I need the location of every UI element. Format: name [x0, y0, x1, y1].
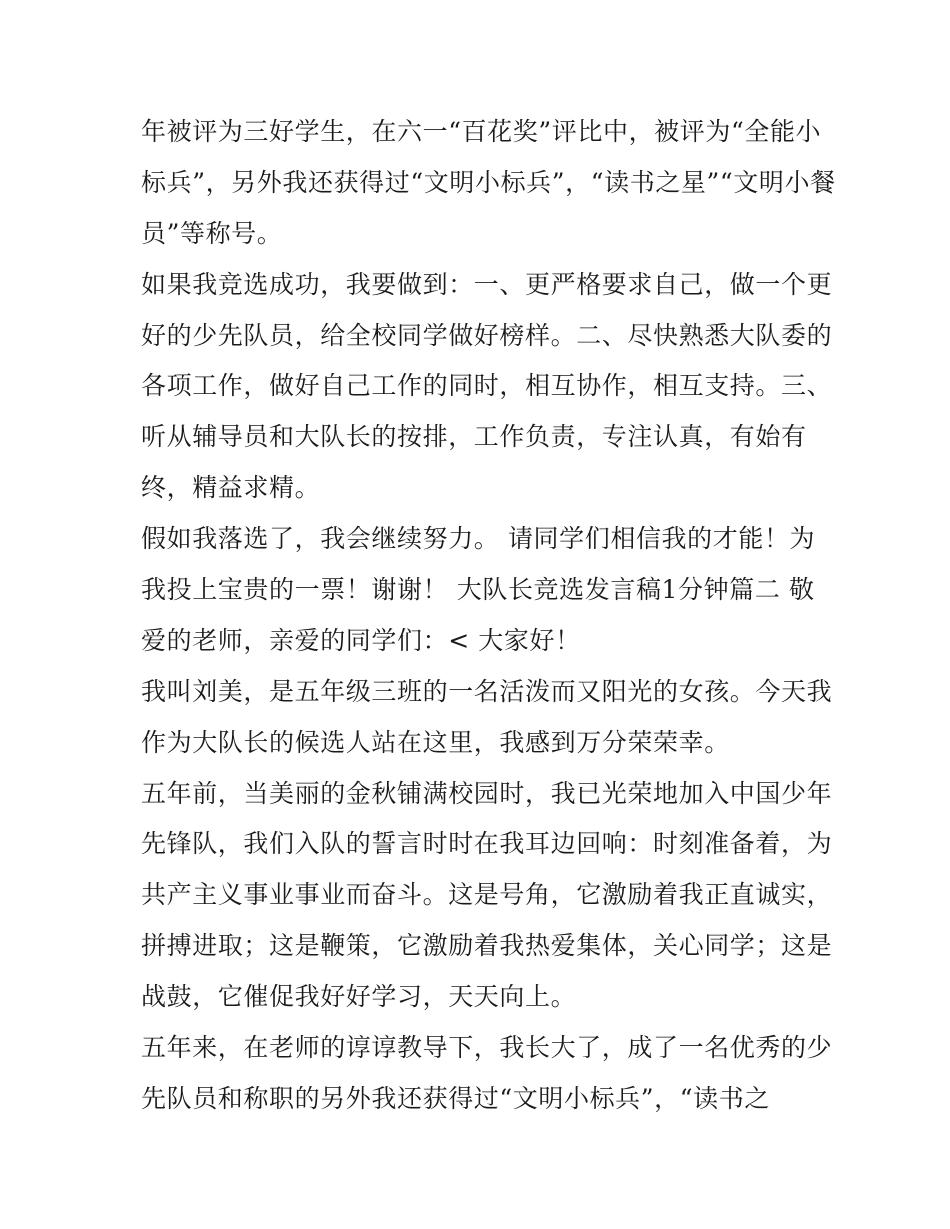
text-line: 先锋队，我们入队的誓言时时在我耳边回响：时刻准备着，为: [141, 829, 833, 859]
text-line: 假如我落选了，我会继续努力。 请同学们相信我的才能！为: [141, 524, 816, 554]
text-line: 终，精益求精。: [141, 473, 321, 503]
text-line: 共产主义事业事业而奋斗。这是号角，它激励着我正直诚实，: [141, 880, 833, 910]
text-line: 我叫刘美，是五年级三班的一名活泼而又阳光的女孩。今天我: [141, 676, 833, 706]
text-line: 员”等称号。: [141, 218, 283, 248]
text-line: 年被评为三好学生，在六一“百花奖”评比中，被评为“全能小: [141, 117, 822, 146]
text-line: 拼搏进取；这是鞭策，它激励着我热爱集体，关心同学；这是: [141, 931, 833, 961]
text-line: 先队员和称职的另外我还获得过“文明小标兵”，“读书之: [141, 1083, 770, 1113]
document-body: [141, 107, 836, 1125]
text-line: 五年前，当美丽的金秋铺满校园时，我已光荣地加入中国少年: [141, 778, 833, 808]
text-line: 战鼓，它催促我好好学习，天天向上。: [141, 982, 577, 1012]
text-line: 五年来，在老师的谆谆教导下，我长大了，成了一名优秀的少: [141, 1033, 833, 1063]
text-line: 听从辅导员和大队长的按排，工作负责，专注认真，有始有: [141, 422, 807, 452]
text-line: 各项工作，做好自己工作的同时，相互协作，相互支持。三、: [141, 371, 833, 401]
text-line: 作为大队长的候选人站在这里，我感到万分荣荣幸。: [141, 727, 730, 757]
text-line: 标兵”，另外我还获得过“文明小标兵”，“读书之星”“文明小餐: [141, 167, 836, 197]
text-line: 我投上宝贵的一票！谢谢！ 大队长竞选发言稿1分钟篇二 敬: [141, 575, 815, 605]
text-line: 好的少先队员，给全校同学做好榜样。二、尽快熟悉大队委的: [141, 320, 833, 350]
text-line: 爱的老师，亲爱的同学们：< 大家好！: [141, 625, 581, 655]
text-line: 如果我竞选成功，我要做到：一、更严格要求自己，做一个更: [141, 269, 833, 299]
